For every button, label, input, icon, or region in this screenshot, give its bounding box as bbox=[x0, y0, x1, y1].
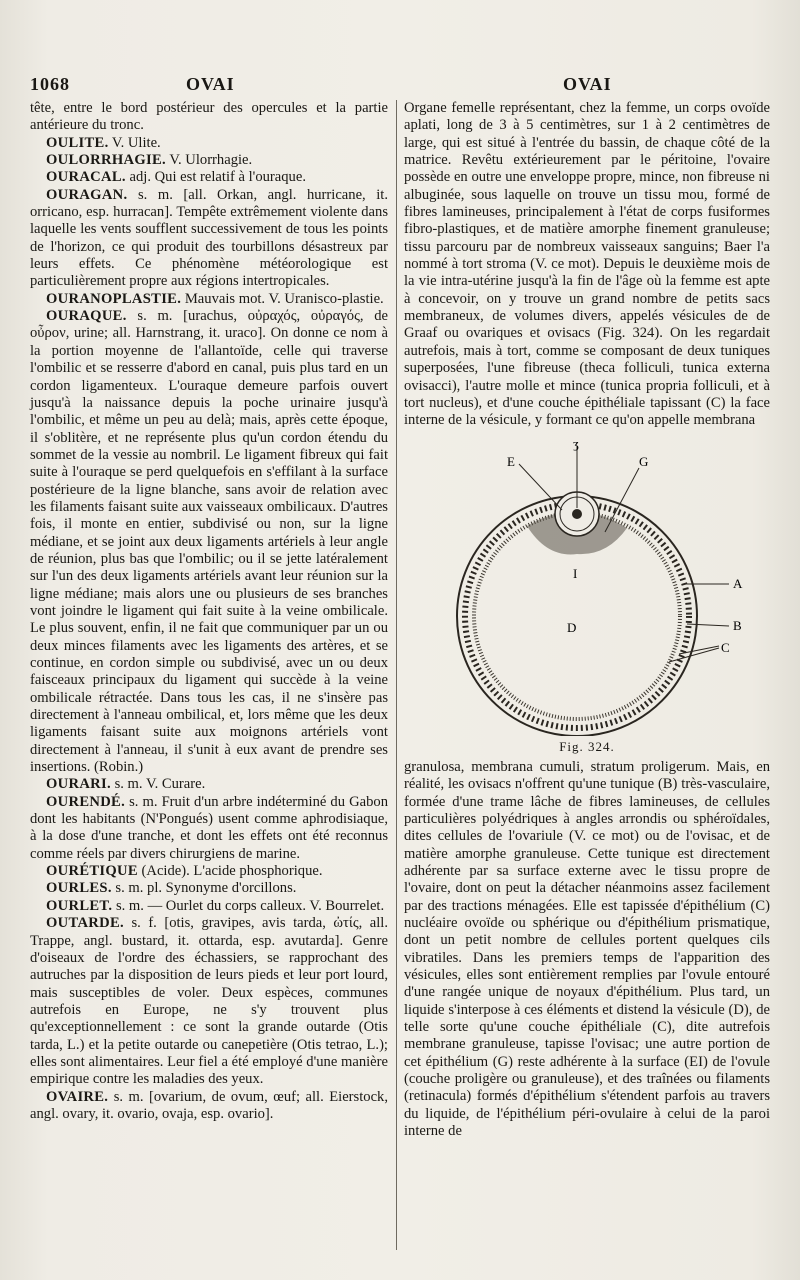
germinal-vesicle bbox=[572, 509, 582, 519]
label-I: I bbox=[573, 565, 578, 581]
label-B: B bbox=[733, 617, 742, 633]
entry-term: OURAGAN. bbox=[46, 186, 128, 203]
entry-term: OULITE. bbox=[46, 134, 109, 151]
page-number: 1068 bbox=[30, 74, 70, 94]
left-running-head: OVAI bbox=[186, 74, 235, 94]
entry-term: OURAQUE. bbox=[46, 308, 127, 325]
entry-oulite: OULITE. V. Ulite. bbox=[46, 134, 161, 151]
entry-ouragan: OURAGAN. s. m. [all. Orkan, angl. hurricane, it. orricano, esp. hurracan]. Tempête extrêmement violente dans laquelle les vents soufflent successivement de tous les points de l'horizon, ce qui produit des tourbillons désastreux par leurs effets. Ce phénomène météorologique est particulièrement propre aux régions intertropicales. bbox=[30, 186, 388, 290]
leader-line-E bbox=[519, 464, 562, 510]
leader-line-B bbox=[687, 624, 729, 626]
entry-ourlet: OURLET. s. m. — Ourlet du corps calleux. V. Bourrelet. bbox=[46, 897, 385, 914]
entry-ovaire-continued-2: granulosa, membrana cumuli, stratum proligerum. Mais, en réalité, les ovisacs n'offrent qu'une tunique (B) très-vasculaire, formée d'une trame lâche de fibres lamineuses, de cellules particulières polyédriques à angles arrondis ou sphéroïdales, dites cellules de l'ovariule (V. ce mot) ou de l'ovisac, et de matière amorphe granuleuse. Cette tunique est directement adhérente par sa surface externe avec le tissu propre de l'ovaire, dont on peut la détacher néanmoins assez facilement par des tractions ménagées. Elle est tapissée d'épithélium (C) nucléaire ovoïde ou sphérique ou d'épithélium prismatique, dont un petit nombre de cellules portent quelques cils vibratiles. Dans les premiers temps de l'apparition des vésicules, elles sont entièrement remplies par l'ovule entouré d'une rangée unique de noyaux d'épithélium. Plus tard, un liquide s'interpose à ces éléments et distend la vésicule (D), de telle sorte qu'une couche épithéliale (C), dite autrefois membrane granuleuse, tapisse l'ovisac; une autre portion de cet épithélium (G) reste adhérente à la surface (EI) de l'ovule (couche proligère ou granuleuse), et des traînées ou filaments (retinacula) formés d'épithélium s'étendent parfois au travers du liquide, de l'épithélium péri-ovulaire à celui de la paroi interne de bbox=[404, 758, 770, 1140]
right-column bbox=[404, 100, 770, 1140]
entry-term: OURLET. bbox=[46, 897, 113, 914]
entry-ourles: OURLES. s. m. pl. Synonyme d'orcillons. bbox=[46, 880, 297, 897]
entry-term: OURÉTIQUE bbox=[46, 863, 138, 880]
label-E: E bbox=[507, 453, 515, 469]
entry-ouracal: OURACAL. adj. Qui est relatif à l'ouraque. bbox=[46, 169, 306, 186]
entry-continuation: tête, entre le bord postérieur des opercules et la partie antérieure du tronc. bbox=[30, 100, 388, 134]
right-running-head: OVAI bbox=[563, 74, 612, 94]
entry-ouraque: OURAQUE. s. m. [urachus, οὐραχός, οὐραγός, de οὖρον, urine; all. Harnstrang, it. uraco]. On donne ce nom à la portion moyenne de l'allantoïde, celle qui traverse l'ombilic et se resserre d'abord en canal, puis plus tard en un cordon ligamenteux. L'ouraque demeure parfois ouvert jusqu'à la naissance depuis la poche urinaire jusqu'à l'ombilic, et même un peu au delà; mais, après cette époque, il s'oblitère, et ne représente plus qu'un cordon étendu du sommet de la vessie au nombril. Le ligament fibreux qui fait suite à l'ouraque se perd quelquefois en s'effilant à la surface postérieure de la ligne blanche, sans avoir de relation avec les filaments faisant suite aux vaisseaux ombilicaux. D'autres fois, il monte en entier, subdivisé ou non, sur la ligne médiane, et se joint aux deux ligaments artériels à leur angle de réunion, plus bas que l'ombilic; ou il se jette latéralement sur l'un des deux ligaments artériels avant leur réunion sur la ligne médiane; mais alors une ou plusieurs de ses branches vont joindre le ligament qui fait suite à la veine ombilicale. Le plus souvent, enfin, il ne fait que communiquer par un ou deux minces filaments avec les ligaments des artères, et se continue, en cordon simple ou subdivisé, avec un ou deux faisceaux principaux du ligament qui succède à la veine ombilicale rétractée. Dans tous les cas, il ne s'insère pas directement à l'anneau ombilical, et, lors même que les deux ligaments faisant suite aux moignons artériels vont directement à l'anneau, il s'unit à eux avant de prendre ses insertions. (Robin.) bbox=[30, 308, 388, 776]
entry-term: OURENDÉ. bbox=[46, 793, 126, 810]
entry-term: OUTARDE. bbox=[46, 915, 124, 932]
entry-ourende: OURENDÉ. s. m. Fruit d'un arbre indéterminé du Gabon dont les habitants (N'Pongués) usent comme aphrodisiaque, à la dose d'une tranche, et dont les effets ont été reconnus comme réels par divers chirurgiens de marine. bbox=[30, 793, 388, 862]
label-A: A bbox=[733, 575, 743, 591]
figure-caption: Fig. 324. bbox=[559, 738, 615, 754]
label-C: C bbox=[721, 639, 730, 655]
entry-term: OVAIRE. bbox=[46, 1088, 109, 1105]
entry-ourari: OURARI. s. m. V. Curare. bbox=[46, 776, 206, 793]
entry-ouretique: OURÉTIQUE (Acide). L'acide phosphorique. bbox=[46, 863, 323, 880]
entry-oulorrhagie: OULORRHAGIE. V. Ulorrhagie. bbox=[46, 152, 253, 169]
entry-outarde: OUTARDE. s. f. [otis, gravipes, avis tarda, ὠτίς, all. Trappe, angl. bustard, it. ottarda, esp. avutarda]. Genre d'oiseaux de l'ordre des échassiers, se rapprochant des autruches par la disposition de leurs pieds et leur port lourd, mais susceptibles de voler. Deux espèces, communes autrefois en Europe, ne s'y trouvent plus qu'exceptionnellement : ce sont la grande outarde (Otis tarda, L.) et la petite outarde ou canepetière (Otis tetrao, L.); elles sont alimentaires. Leur fiel a été employé d'une manière empirique contre les maladies des yeux. bbox=[30, 915, 388, 1088]
left-column bbox=[30, 100, 388, 1123]
figure-ovisac bbox=[404, 436, 770, 755]
entry-ovaire-continued: Organe femelle représentant, chez la femme, un corps ovoïde aplati, long de 3 à 5 centimètres, sur 1 à 2 centimètres de large, qui est situé à l'entrée du bassin, de chaque côté de la matrice. Revêtu extérieurement par le péritoine, l'ovaire possède en outre une enveloppe propre, mince, non fibreuse ni albuginée, sous laquelle on trouve un tissu mou, formé de fibres lamineuses, principalement à l'état de corps fusiformes fibro-plastiques, et de matière amorphe finement granuleuse; tissu parcouru par de nombreux vaisseaux sanguins; Baer l'a nommé à tort stroma (V. ce mot). Depuis le deuxième mois de la vie intra-utérine jusqu'à la fin de l'âge où la femme est apte à concevoir, on y trouve un grand nombre de petits sacs membraneux, de volumes divers, appelés vésicules de de Graaf ou ovariques et ovisacs (Fig. 324). On les regardait autrefois, mais à tort, comme se composant de deux tuniques superposées, l'une fibreuse (theca folliculi, tunica externa ovisacci), l'autre molle et mince (tunica propria folliculi, et à tort nucleus), et d'une couche épithéliale tapissant (C) la face interne de la vésicule, y formant ce qu'on appelle membrana bbox=[404, 100, 770, 429]
entry-term: OURARI. bbox=[46, 776, 111, 793]
ovisac-illustration bbox=[407, 436, 767, 736]
entry-term: OURLES. bbox=[46, 880, 112, 897]
entry-term: OURANOPLASTIE. bbox=[46, 290, 182, 307]
label-G: G bbox=[639, 453, 649, 469]
entry-ouranoplastie: OURANOPLASTIE. Mauvais mot. V. Uranisco-plastie. bbox=[46, 290, 384, 307]
entry-term: OULORRHAGIE. bbox=[46, 152, 166, 169]
label-top: ʒ bbox=[573, 435, 579, 451]
leader-line-C2 bbox=[669, 648, 719, 662]
entry-ovaire: OVAIRE. s. m. [ovarium, de ovum, œuf; all. Eierstock, angl. ovary, it. ovario, ovaja, esp. ovario]. bbox=[30, 1088, 388, 1122]
entry-term: OURACAL. bbox=[46, 169, 126, 186]
column-divider bbox=[396, 100, 397, 1250]
label-D: D bbox=[567, 619, 577, 635]
